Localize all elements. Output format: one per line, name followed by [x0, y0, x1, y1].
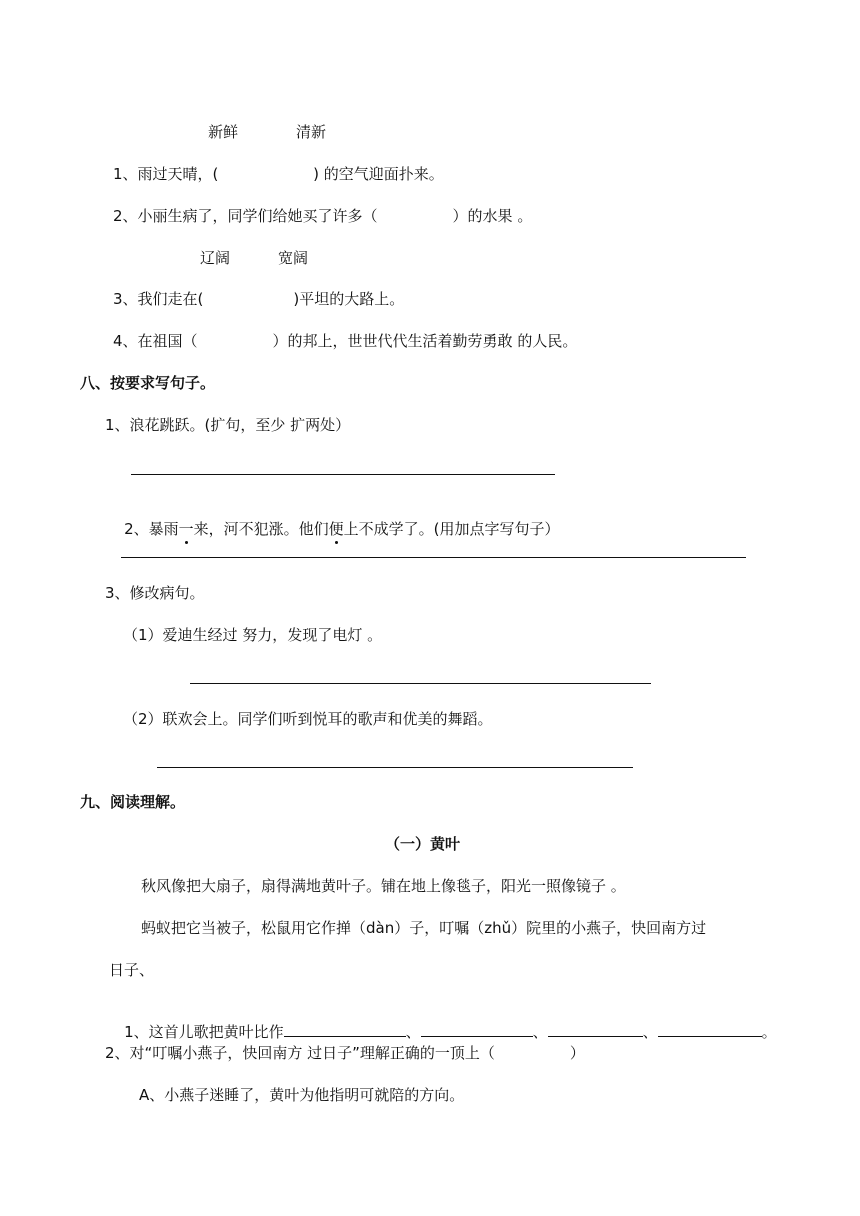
passage-paragraph-2-line-2: 日子、 — [109, 961, 155, 979]
section-9-heading: 九、阅读理解。 — [80, 793, 186, 811]
blank-9-1-b[interactable] — [421, 1022, 533, 1037]
question-8-2 — [105, 499, 560, 559]
question-8-2-post: 上不成学了。(用加点字写句子） — [343, 520, 560, 538]
question-8-3-2: （2）联欢会上。同学们听到悦耳的歌声和优美的舞蹈。 — [123, 710, 493, 728]
word-option-xinxian: 新鲜 — [208, 123, 239, 141]
answer-line-8-2[interactable] — [121, 557, 746, 558]
separator: 、 — [642, 1023, 658, 1041]
passage-paragraph-2-line-1: 蚂蚁把它当被子，松鼠用它作掸（dàn）子，叮嘱（zhǔ）院里的小燕子，快回南方过 — [141, 919, 707, 937]
word-option-kuankuo: 宽阔 — [278, 249, 309, 267]
blank-9-1-d[interactable] — [658, 1022, 762, 1037]
word-option-liaokuo: 辽阔 — [200, 249, 231, 267]
blank-9-1-a[interactable] — [284, 1022, 406, 1037]
separator: 、 — [532, 1023, 548, 1041]
question-8-3-1: （1）爱迪生经过 努力，发现了电灯 。 — [123, 626, 383, 644]
question-9-1-text: 1、这首儿歌把黄叶比作 — [124, 1023, 284, 1041]
answer-line-8-3-1[interactable] — [190, 683, 651, 684]
passage-paragraph-1: 秋风像把大扇子，扇得满地黄叶子。铺在地上像毯子，阳光一照像镜子 。 — [141, 877, 626, 895]
passage-title: （一）黄叶 — [385, 835, 461, 853]
word-option-qingxin: 清新 — [296, 123, 327, 141]
question-8-1: 1、浪花跳跃。(扩句，至少 扩两处） — [105, 416, 351, 434]
question-7-2: 2、小丽生病了，同学们给她买了许多（ ）的水果 。 — [113, 207, 533, 225]
question-7-3: 3、我们走在( )平坦的大路上。 — [113, 290, 405, 308]
question-7-4: 4、在祖国（ ）的邦上，世世代代生活着勤劳勇敢 的人民。 — [113, 332, 578, 350]
question-9-2: 2、对“叮嘱小燕子，快回南方 过日子”理解正确的一顶上（ ） — [105, 1044, 585, 1062]
question-8-2-mid: 来，河不犯涨。他们 — [193, 520, 329, 538]
blank-9-1-c[interactable] — [548, 1022, 643, 1037]
question-8-3: 3、修改病句。 — [105, 584, 205, 602]
dotted-char-bian: 便 — [328, 520, 344, 538]
section-8-heading: 八、按要求写句子。 — [80, 374, 216, 392]
separator: 、 — [405, 1023, 421, 1041]
dotted-char-yi: 一 — [178, 520, 194, 538]
answer-line-8-1[interactable] — [131, 474, 555, 475]
option-a: A、小燕子迷睡了，黄叶为他指明可就陪的方向。 — [139, 1086, 465, 1104]
question-8-2-pre: 2、暴雨 — [124, 520, 179, 538]
answer-line-8-3-2[interactable] — [157, 767, 633, 768]
question-7-1: 1、雨过天晴，( ) 的空气迎面扑来。 — [113, 165, 444, 183]
period: 。 — [761, 1023, 777, 1041]
